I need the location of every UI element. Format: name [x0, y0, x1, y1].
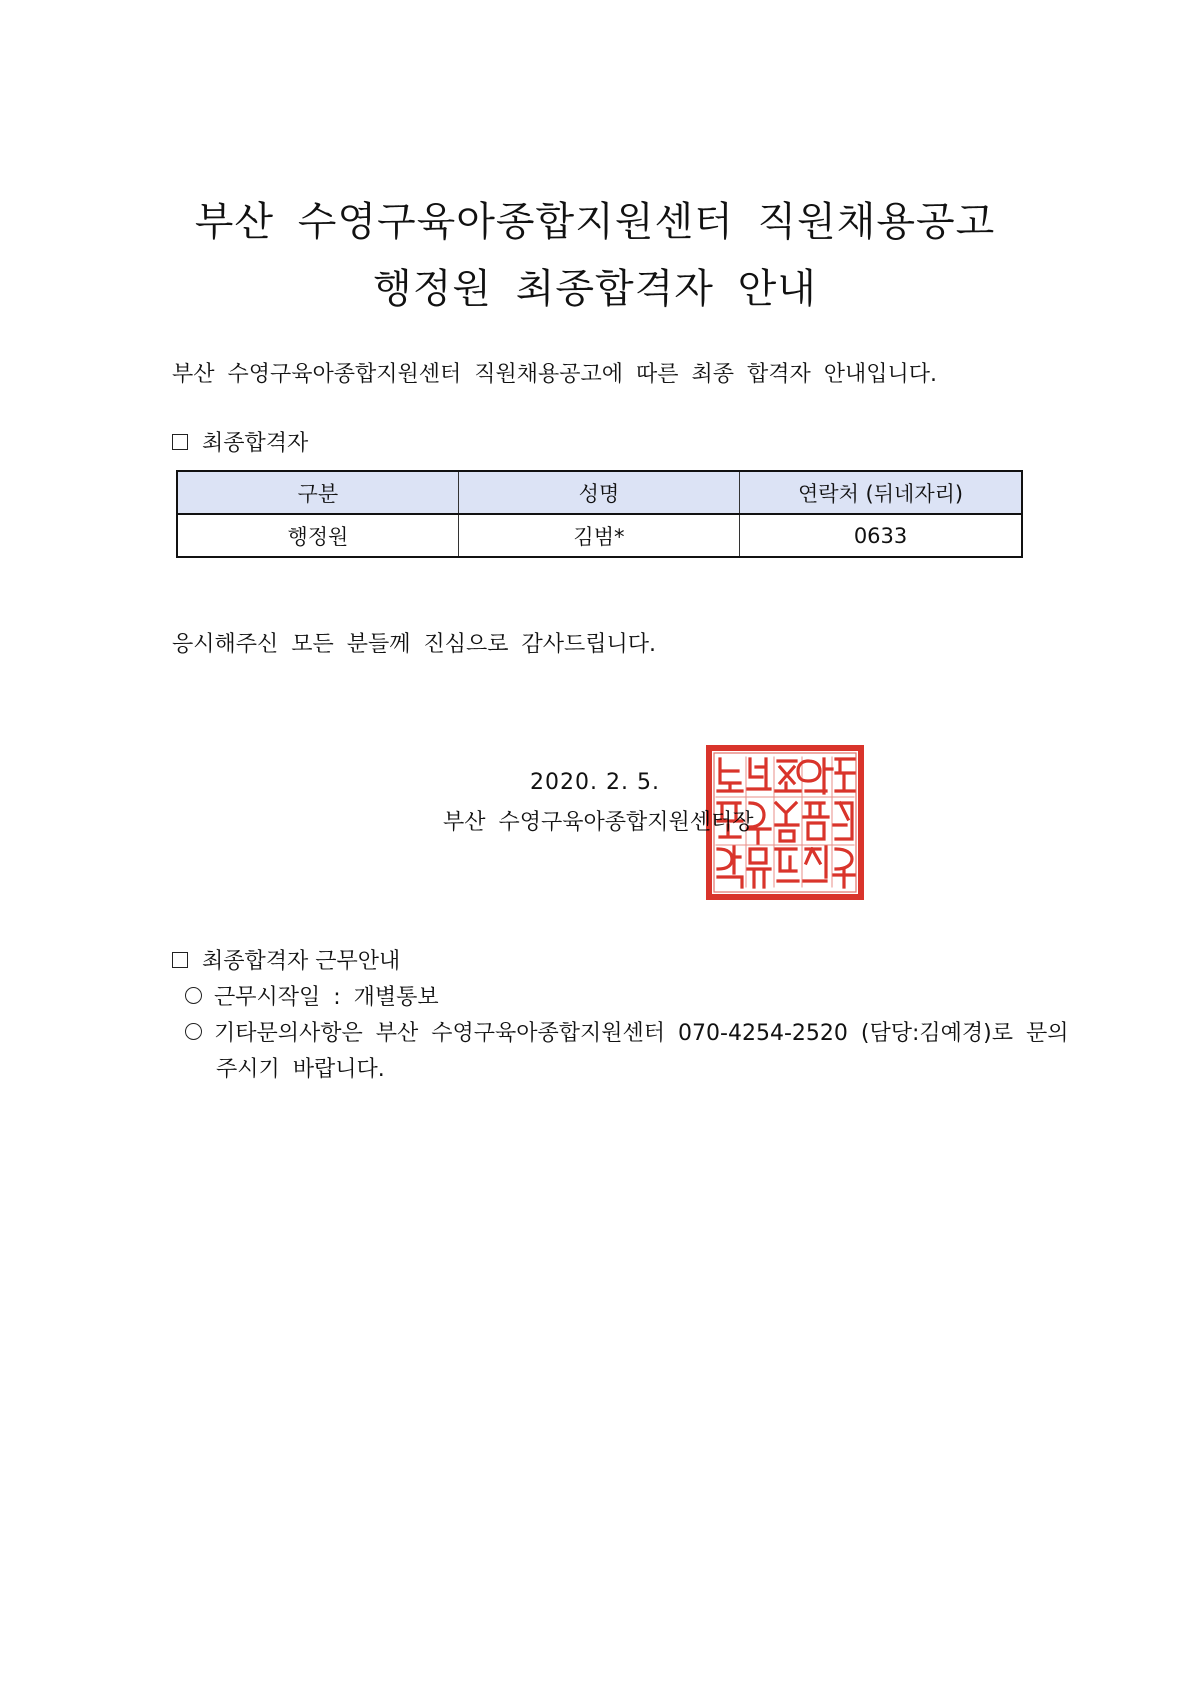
section-heading-label: 최종합격자 근무안내: [202, 949, 401, 974]
table-cell-category: 행정원: [177, 514, 458, 557]
table-cell-contact: 0633: [740, 514, 1022, 557]
checkbox-square-icon: [172, 434, 188, 450]
document-title-line2: 행정원 최종합격자 안내: [373, 266, 817, 312]
table-row: [177, 514, 1022, 557]
section-heading-work-info: [172, 944, 400, 975]
final-passers-table: [176, 470, 1023, 558]
table-header-row: [177, 471, 1022, 514]
circle-bullet-icon: [185, 987, 202, 1004]
table-cell-name: 김범*: [458, 514, 739, 557]
table-header-contact: 연락처 (뒤네자리): [740, 471, 1022, 514]
circle-bullet-icon: [185, 1023, 202, 1040]
list-item-text: 기타문의사항은 부산 수영구육아종합지원센터 070-4254-2520 (담당:김예경)로 문의: [214, 1021, 1069, 1046]
table-header-name: 성명: [458, 471, 739, 514]
list-item: [185, 980, 439, 1011]
list-item: [185, 1016, 1068, 1047]
intro-text: 부산 수영구육아종합지원센터 직원채용공고에 따른 최종 합격자 안내입니다.: [172, 362, 938, 387]
issue-date: 2020. 2. 5.: [530, 770, 660, 795]
thanks-text: 응시해주신 모든 분들께 진심으로 감사드립니다.: [172, 632, 657, 657]
list-item-text: 근무시작일 : 개별통보: [214, 985, 439, 1010]
document-title-line1: 부산 수영구육아종합지원센터 직원채용공고: [194, 199, 996, 245]
list-item-continuation: 주시기 바랍니다.: [216, 1057, 385, 1082]
section-heading-final-passers: [172, 426, 308, 457]
checkbox-square-icon: [172, 952, 188, 968]
section-heading-label: 최종합격자: [202, 431, 309, 456]
table-header-category: 구분: [177, 471, 458, 514]
signer-name: 부산 수영구육아종합지원센터장: [443, 810, 754, 835]
official-seal-stamp: [706, 745, 864, 900]
